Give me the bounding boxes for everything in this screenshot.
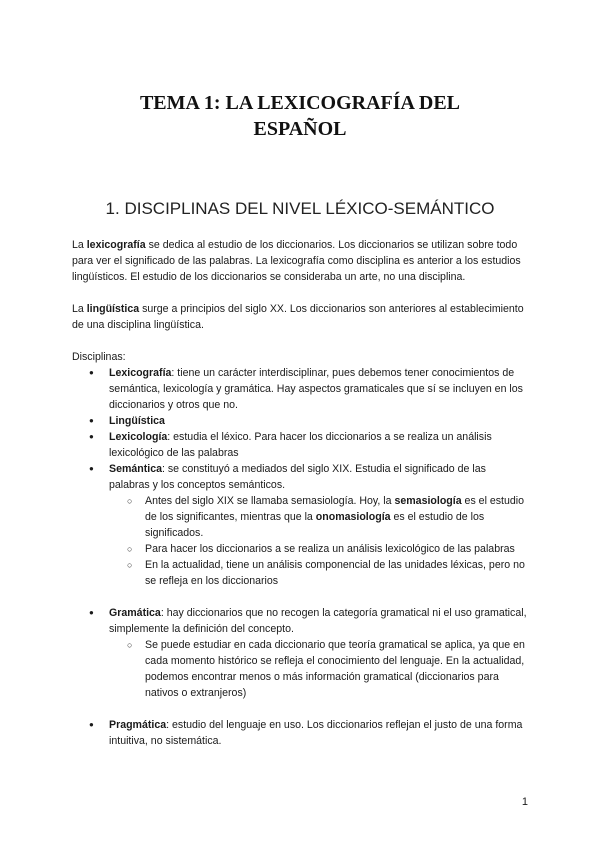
list-item-gramatica	[72, 605, 528, 701]
text: surge a principios del siglo XX. Los diccionarios son anteriores al establecimiento de una disciplina lingüística.	[72, 303, 524, 331]
bold-term: Lingüística	[109, 415, 165, 427]
bold-term: Pragmática	[109, 719, 167, 731]
text: La	[72, 239, 87, 251]
paragraph-linguistica	[72, 301, 528, 333]
title-line-2: ESPAÑOL	[253, 118, 347, 140]
list-item-semantica	[72, 461, 528, 589]
sublist-item: ○ En la actualidad, tiene un análisis componencial de las unidades léxicas, pero no se refleja en los diccionarios	[109, 557, 528, 589]
text: : tiene un carácter interdisciplinar, pues debemos tener conocimientos de semántica, lexicología y gramática. Hay aspectos gramaticales que sí se incluyen en los diccionarios y otros que no.	[109, 367, 523, 411]
bold-term: Gramática	[109, 607, 161, 619]
disciplinas-label: Disciplinas:	[72, 351, 126, 363]
list-item-lexicologia	[72, 429, 528, 461]
bold-term: onomasiología	[315, 511, 391, 523]
section-heading: 1. DISCIPLINAS DEL NIVEL LÉXICO-SEMÁNTICO	[105, 199, 495, 218]
gramatica-sublist	[109, 637, 528, 701]
semantica-sublist	[109, 493, 528, 589]
text: Antes del siglo XIX se llamaba semasiología. Hoy, la	[145, 495, 395, 507]
text: : se constituyó a mediados del siglo XIX. Estudia el significado de las palabras y los conceptos semánticos.	[109, 463, 486, 491]
title-line-1: TEMA 1: LA LEXICOGRAFÍA DEL	[139, 92, 461, 114]
text: : estudio del lenguaje en uso. Los diccionarios reflejan el justo de una forma intuitiva, no sistemática.	[109, 719, 523, 747]
sublist-item: ○ Para hacer los diccionarios a se realiza un análisis lexicológico de las palabras	[109, 541, 528, 557]
list-item-linguistica	[72, 413, 528, 429]
list-item-lexicografia	[72, 365, 528, 413]
bold-term: Lexicografía	[109, 367, 172, 379]
page-number: 1	[521, 796, 528, 808]
disciplinas-list	[72, 365, 528, 749]
bold-term: Lexicología	[109, 431, 168, 443]
list-item-pragmatica	[72, 717, 528, 749]
bold-term: Semántica	[109, 463, 162, 475]
bold-term: lingüística	[86, 303, 140, 315]
paragraph-lexicografia	[72, 237, 528, 285]
document-title	[60, 90, 540, 142]
sublist-item	[109, 493, 528, 541]
bold-term: lexicografía	[86, 239, 146, 251]
text: La	[72, 303, 87, 315]
text: se dedica al estudio de los diccionarios. Los diccionarios se utilizan sobre todo para ver el significado de las palabras. La lexicografía como disciplina es anterior a los estudios lingüísticos. El estudio de los diccionarios se consideraba un arte, no una disciplina.	[72, 239, 521, 283]
document-body	[72, 237, 528, 749]
text: es el estudio de los significantes, mientras que la	[145, 495, 525, 523]
text: : hay diccionarios que no recogen la categoría gramatical ni el uso gramatical, simplemente la definición del concepto.	[109, 607, 527, 635]
text: es el estudio de los significados.	[145, 511, 485, 539]
text: : estudia el léxico. Para hacer los diccionarios a se realiza un análisis lexicológico de las palabras	[109, 431, 492, 459]
sublist-item: ○ Se puede estudiar en cada diccionario que teoría gramatical se aplica, ya que en cada momento histórico se refleja el conocimiento del lenguaje. En la actualidad, podemos encontrar menos o más información gramatical (diccionarios para nativos o extranjeros)	[109, 637, 528, 701]
bold-term: semasiología	[394, 495, 462, 507]
